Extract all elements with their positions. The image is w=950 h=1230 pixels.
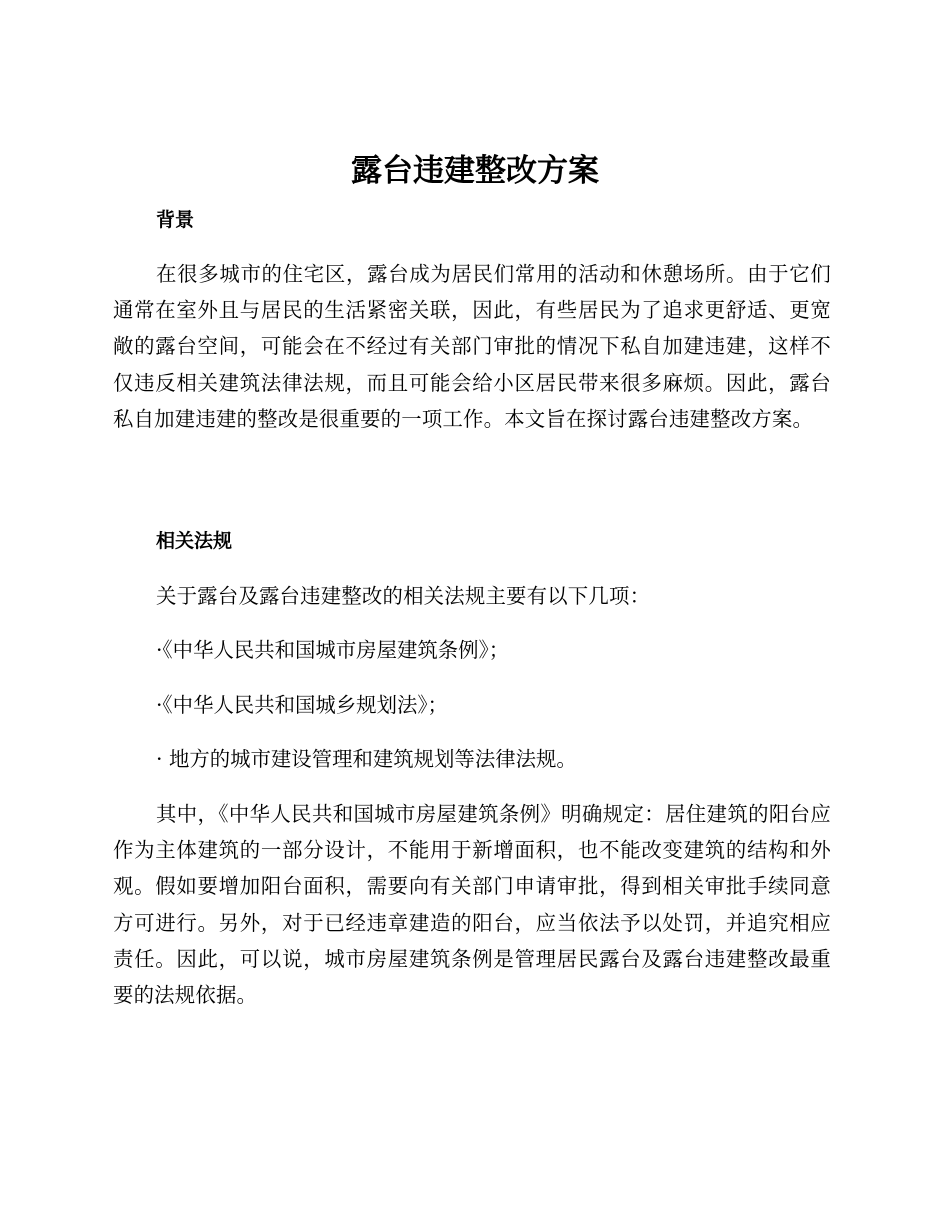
regulations-detail-paragraph: 其中，《中华人民共和国城市房屋建筑条例》明确规定：居住建筑的阳台应作为主体建筑的一部分设计，不能用于新增面积，也不能改变建筑的结构和外观。假如要增加阳台面积，需要向有关部门申请审批，得到相关审批手续同意方可进行。另外，对于已经违章建造的阳台，应当依法予以处罚，并追究相应责任。因此，可以说，城市房屋建筑条例是管理居民露台及露台违建整改最重要的法规依据。 — [113, 802, 831, 1008]
section-heading-background: 背景 — [156, 209, 195, 231]
section-heading-regulations: 相关法规 — [156, 530, 233, 552]
regulations-intro: 关于露台及露台违建整改的相关法规主要有以下几项： — [156, 584, 651, 608]
list-item: ·《中华人民共和国城乡规划法》； — [156, 693, 448, 717]
list-item: · 地方的城市建设管理和建筑规划等法律法规。 — [156, 747, 577, 771]
background-paragraph: 在很多城市的住宅区，露台成为居民们常用的活动和休憩场所。由于它们通常在室外且与居民的生活紧密关联，因此，有些居民为了追求更舒适、更宽敞的露台空间，可能会在不经过有关部门审批的情况下私自加建违建，这样不仅违反相关建筑法律法规，而且可能会给小区居民带来很多麻烦。因此，露台私自加建违建的整改是很重要的一项工作。本文旨在探讨露台违建整改方案。 — [113, 262, 831, 431]
document-title: 露台违建整改方案 — [351, 153, 599, 189]
list-item: ·《中华人民共和国城市房屋建筑条例》； — [156, 638, 510, 662]
